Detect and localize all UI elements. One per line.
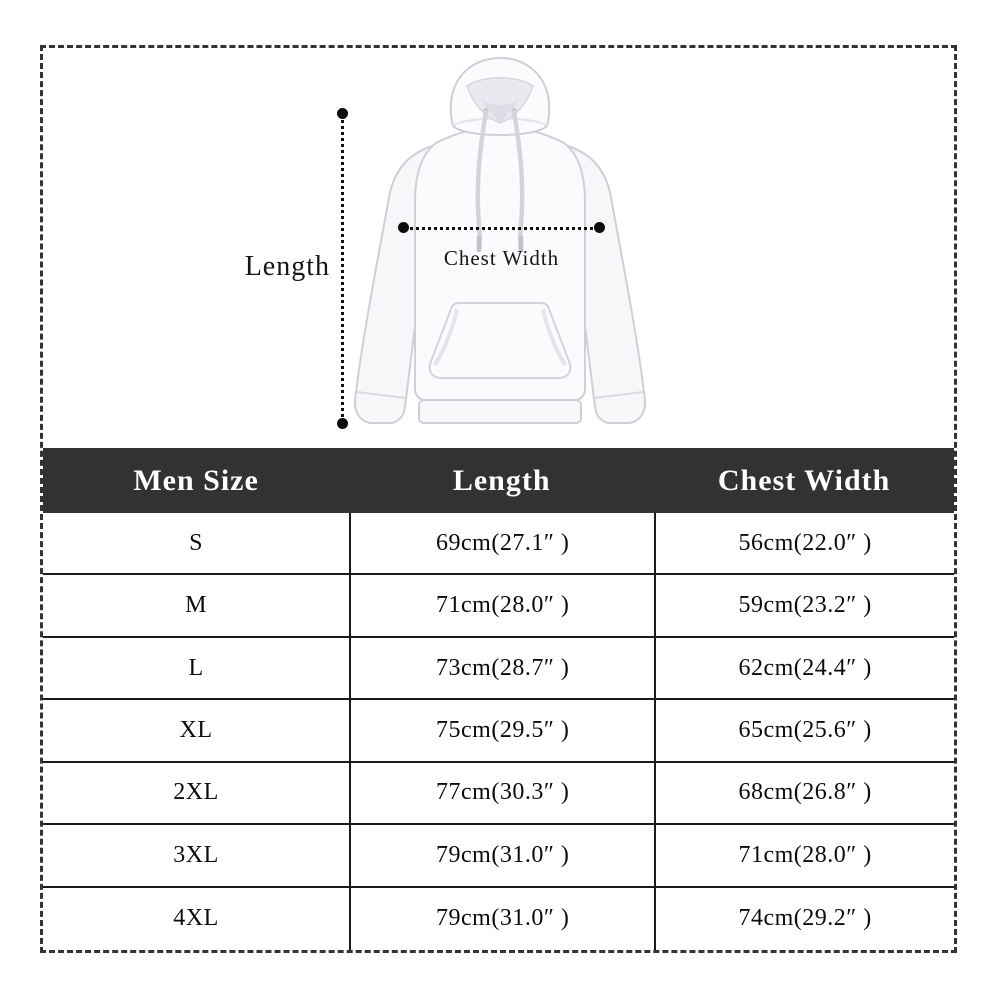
header-men-size: Men Size xyxy=(43,448,349,513)
chest-width-measure-line xyxy=(403,227,600,230)
size-cell: 3XL xyxy=(43,825,349,887)
length-measure-line xyxy=(341,113,344,424)
chest-cell: 74cm(29.2″ ) xyxy=(654,888,954,950)
size-cell: 4XL xyxy=(43,888,349,950)
length-label: Length xyxy=(244,251,330,282)
length-cell: 75cm(29.5″ ) xyxy=(349,700,654,762)
size-table xyxy=(43,448,954,950)
length-line-top-dot xyxy=(337,108,348,119)
dashed-frame xyxy=(40,45,957,953)
chest-cell: 59cm(23.2″ ) xyxy=(654,575,954,637)
chest-cell: 65cm(25.6″ ) xyxy=(654,700,954,762)
size-cell: S xyxy=(43,513,349,575)
size-cell: M xyxy=(43,575,349,637)
chest-cell: 68cm(26.8″ ) xyxy=(654,763,954,825)
size-cell: 2XL xyxy=(43,763,349,825)
size-cell: XL xyxy=(43,700,349,762)
chest-cell: 56cm(22.0″ ) xyxy=(654,513,954,575)
length-cell: 79cm(31.0″ ) xyxy=(349,825,654,887)
length-cell: 79cm(31.0″ ) xyxy=(349,888,654,950)
chest-cell: 71cm(28.0″ ) xyxy=(654,825,954,887)
chest-width-label: Chest Width xyxy=(443,246,560,270)
size-cell: L xyxy=(43,638,349,700)
length-cell: 77cm(30.3″ ) xyxy=(349,763,654,825)
header-chest-width: Chest Width xyxy=(654,448,954,513)
length-line-bottom-dot xyxy=(337,418,348,429)
header-length: Length xyxy=(349,448,654,513)
length-cell: 69cm(27.1″ ) xyxy=(349,513,654,575)
chest-line-right-dot xyxy=(594,222,605,233)
chest-line-left-dot xyxy=(398,222,409,233)
measurement-figure xyxy=(43,48,954,448)
chest-cell: 62cm(24.4″ ) xyxy=(654,638,954,700)
length-cell: 71cm(28.0″ ) xyxy=(349,575,654,637)
length-cell: 73cm(28.7″ ) xyxy=(349,638,654,700)
